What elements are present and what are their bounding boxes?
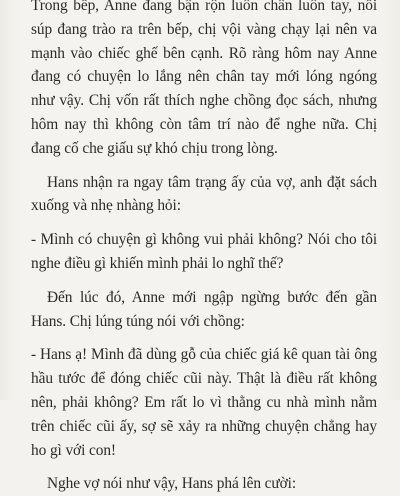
paragraph: Trong bếp, Anne đang bận rộn luôn chân luôn tay, nồi súp đang trào ra trên bếp, chị vội vàng chạy lại nên va mạnh vào chiếc ghế bên cạnh. Rõ ràng hôm nay Anne đang có chuyện lo lắng nên chân tay mới lóng ngóng như vậy. Chị vốn rất thích nghe chồng đọc sách, nhưng hôm nay thì không còn tâm trí nào để nghe nữa. Chị đang cố che giấu sự khó chịu trong lòng. [31,0,377,157]
page-text [31,0,377,496]
paragraph: Đến lúc đó, Anne mới ngập ngừng bước đến gần Hans. Chị lúng túng nói với chồng: [31,288,377,330]
dialogue-paragraph: - Hans ạ! Mình đã dùng gỗ của chiếc giá kê quan tài ông hầu tước để đóng chiếc cũi này. Thật là điều rất không nên, phải không? Em rất lo vì thằng cu nhà mình nằm trên chiếc cũi ấy, sợ sẽ xảy ra những chuyện chẳng hay ho gì với con! [31,346,377,459]
dialogue-paragraph: - Mình có chuyện gì không vui phải không? Nói cho tôi nghe điều gì khiến mình phải lo nghĩ thế? [31,231,377,272]
paragraph: Nghe vợ nói như vậy, Hans phá lên cười: [47,475,297,493]
paragraph: Hans nhận ra ngay tâm trạng ấy của vợ, anh đặt sách xuống và nhẹ nhàng hỏi: [31,173,377,215]
